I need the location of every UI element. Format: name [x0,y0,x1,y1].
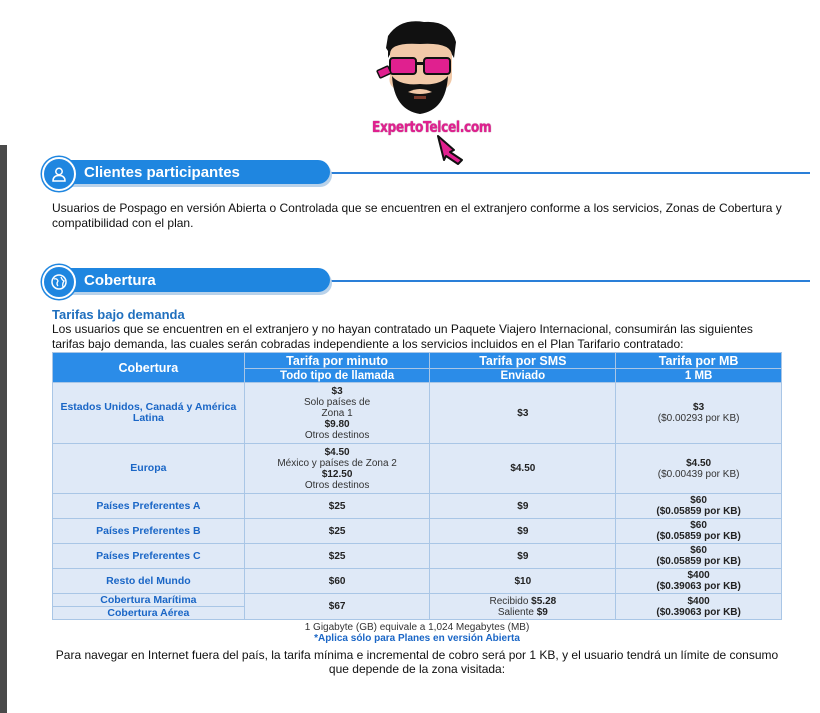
table-row [53,569,782,594]
table-row [53,519,782,544]
table-header-row [53,353,782,369]
zone-cell: Europa [53,444,245,494]
sms-rate-cell: Recibido $5.28 Saliente $9 [430,594,616,620]
mb-rate-cell: $400 ($0.39063 por KB) [616,594,782,620]
minute-rate-cell: $25 [244,544,430,569]
header-sms: Tarifa por SMS [430,353,616,369]
mb-rate-cell: $60 ($0.05859 por KB) [616,544,782,569]
globe-icon [42,265,76,299]
minute-rate-cell: $25 [244,519,430,544]
navigation-note: Para navegar en Internet fuera del país, la tarifa mínima e incremental de cobro será por 1 KB, y el usuario tendrá un límite de consumo que depende de la zona visitada: [55,648,779,676]
sms-rate-cell: $3 [430,383,616,444]
header-minuto: Tarifa por minuto [244,353,430,369]
section-title: Clientes participantes [84,164,240,181]
table-row [53,444,782,494]
expertotelcel-logo [360,14,492,164]
table-row [53,594,782,620]
section-rule [280,172,810,174]
user-icon [42,157,76,191]
table-row [53,494,782,519]
minute-rate-cell: $60 [244,569,430,594]
zone-cell: Estados Unidos, Canadá y América Latina [53,383,245,444]
header-cobertura: Cobertura [53,353,245,383]
left-edge-bar [0,145,7,713]
subheader-sms: Enviado [430,369,616,383]
plans-note: *Aplica sólo para Planes en versión Abierta [314,633,520,644]
sms-rate-cell: $4.50 [430,444,616,494]
zone-cell: Resto del Mundo [53,569,245,594]
bearded-man-icon [360,14,480,129]
tarifas-subtitle: Tarifas bajo demanda [52,307,185,322]
sms-rate-cell: $9 [430,519,616,544]
mb-rate-cell: $60 ($0.05859 por KB) [616,494,782,519]
sms-rate-cell: $9 [430,544,616,569]
subheader-mb: 1 MB [616,369,782,383]
zone-cell: Países Preferentes B [53,519,245,544]
gigabyte-note: 1 Gigabyte (GB) equivale a 1,024 Megabytes (MB) [304,622,530,633]
section-header-clientes [40,158,810,188]
rates-table [52,352,782,620]
table-row [53,544,782,569]
sms-rate-cell: $9 [430,494,616,519]
clientes-description: Usuarios de Pospago en versión Abierta o Controlada que se encuentren en el extranjero conforme a los servicios, Zonas de Cobertura y compatibilidad con el plan. [52,201,782,230]
section-title: Cobertura [84,272,156,289]
mb-rate-cell: $4.50 ($0.00439 por KB) [616,444,782,494]
subheader-minuto: Todo tipo de llamada [244,369,430,383]
minute-rate-cell: $25 [244,494,430,519]
zone-cell: Cobertura Marítima Cobertura Aérea [53,594,245,620]
cobertura-description: Los usuarios que se encuentren en el extranjero y no hayan contratado un Paquete Viajero Internacional, consumirán las siguientes tarifas bajo demanda, las cuales serán cobradas independiente a los servicios incluidos en el Plan Tarifario contratado: [52,322,753,351]
minute-rate-cell: $67 [244,594,430,620]
zone-cell: Países Preferentes A [53,494,245,519]
logo-brand-text: ExpertoTelcel.com [372,118,492,136]
minute-rate-cell: $3 Solo países de Zona 1 $9.80 Otros destinos [244,383,430,444]
table-row [53,383,782,444]
minute-rate-cell: $4.50 México y países de Zona 2 $12.50 Otros destinos [244,444,430,494]
header-mb: Tarifa por MB [616,353,782,369]
mb-rate-cell: $400 ($0.39063 por KB) [616,569,782,594]
section-rule [280,280,810,282]
mb-rate-cell: $60 ($0.05859 por KB) [616,519,782,544]
mb-rate-cell: $3 ($0.00293 por KB) [616,383,782,444]
zone-cell: Países Preferentes C [53,544,245,569]
sms-rate-cell: $10 [430,569,616,594]
section-header-cobertura [40,266,810,296]
